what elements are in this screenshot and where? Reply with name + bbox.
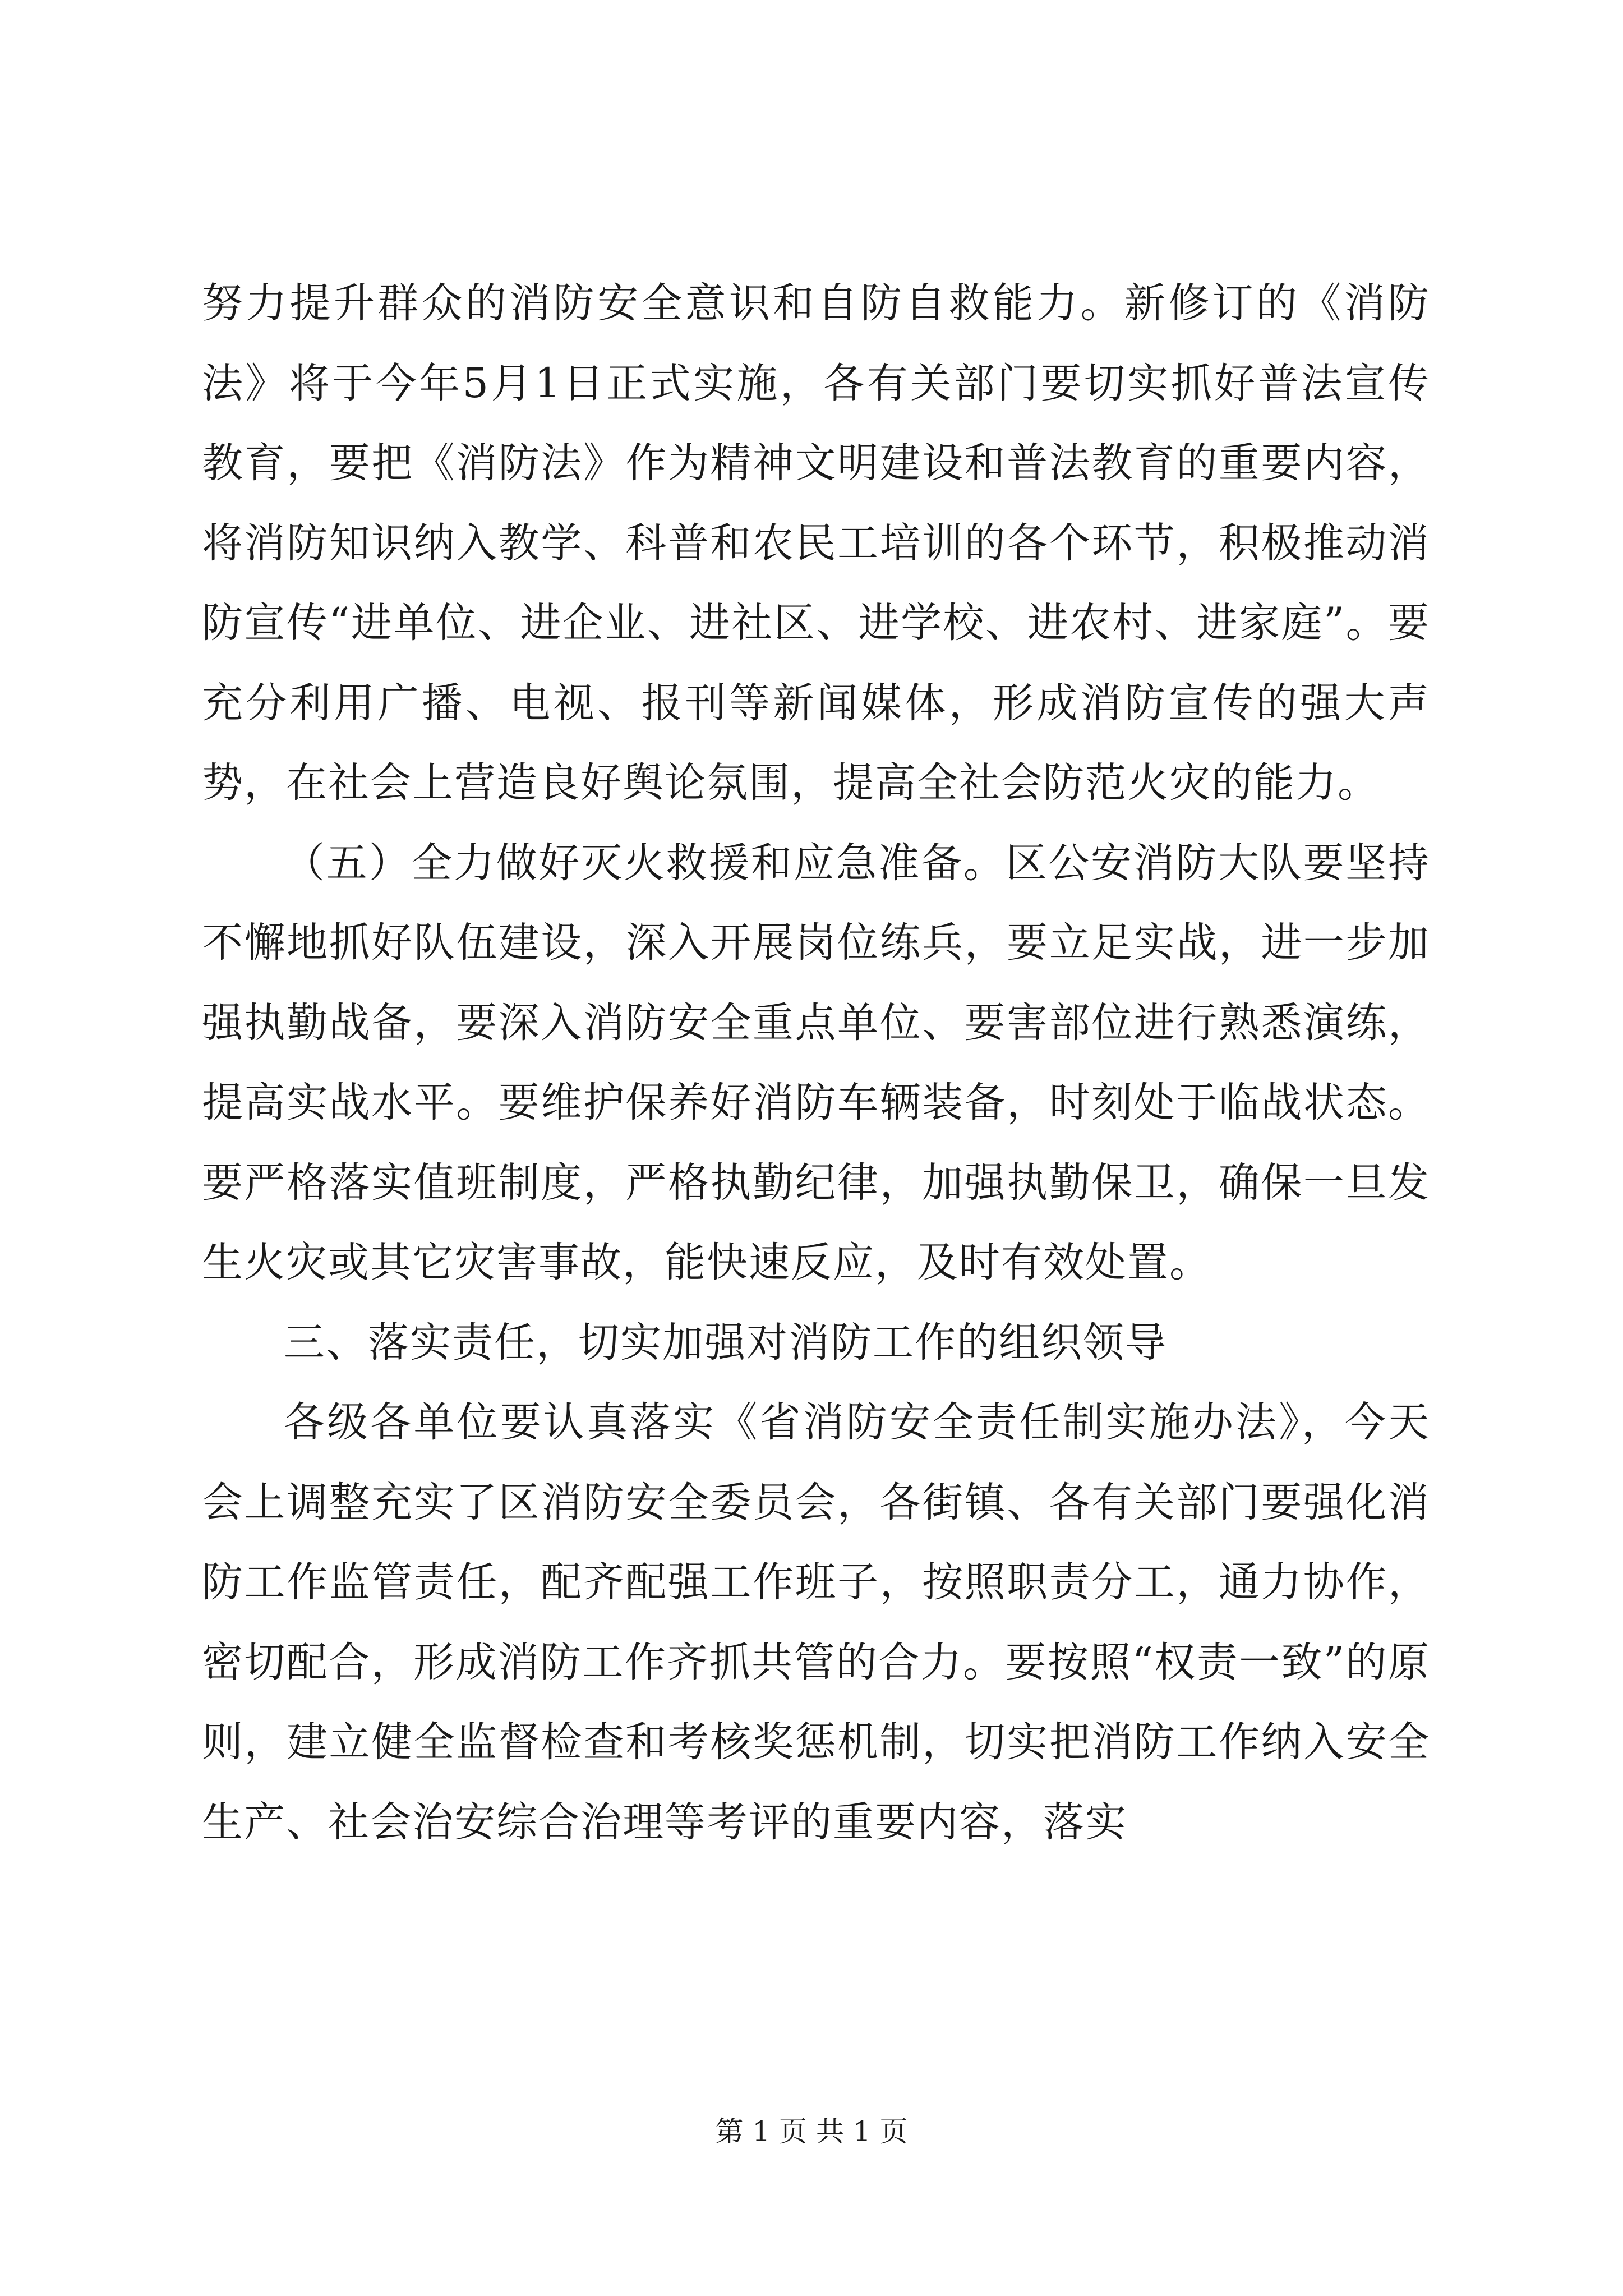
paragraph-continuation: 努力提升群众的消防安全意识和自防自救能力。新修订的《消防法》将于今年5月1日正式实施，各有关部门要切实抓好普法宣传教育，要把《消防法》作为精神文明建设和普法教育的重要内容，将消防知识纳入教学、科普和农民工培训的各个环节，积极推动消防宣传“进单位、进企业、进社区、进学校、进农村、进家庭”。要充分利用广播、电视、报刊等新闻媒体，形成消防宣传的强大声势，在社会上营造良好舆论氛围，提高全社会防范火灾的能力。 <box>202 279 1430 807</box>
section-heading-three: 三、落实责任，切实加强对消防工作的组织领导 <box>284 1318 1167 1366</box>
document-body <box>202 264 1430 1862</box>
paragraph-section-five: （五）全力做好灭火救援和应急准备。区公安消防大队要坚持不懈地抓好队伍建设，深入开展岗位练兵，要立足实战，进一步加强执勤战备，要深入消防安全重点单位、要害部位进行熟悉演练，提高实战水平。要维护保养好消防车辆装备，时刻处于临战状态。要严格落实值班制度，严格执勤纪律，加强执勤保卫，确保一旦发生火灾或其它灾害事故，能快速反应，及时有效处置。 <box>202 839 1430 1286</box>
paragraph-responsibility: 各级各单位要认真落实《省消防安全责任制实施办法》，今天会上调整充实了区消防安全委员会，各街镇、各有关部门要强化消防工作监管责任，配齐配强工作班子，按照职责分工，通力协作，密切配合，形成消防工作齐抓共管的合力。要按照“权责一致”的原则，建立健全监督检查和考核奖惩机制，切实把消防工作纳入安全生产、社会治安综合治理等考评的重要内容，落实 <box>202 1398 1430 1846</box>
page-footer: 第 1 页 共 1 页 <box>715 2115 908 2148</box>
